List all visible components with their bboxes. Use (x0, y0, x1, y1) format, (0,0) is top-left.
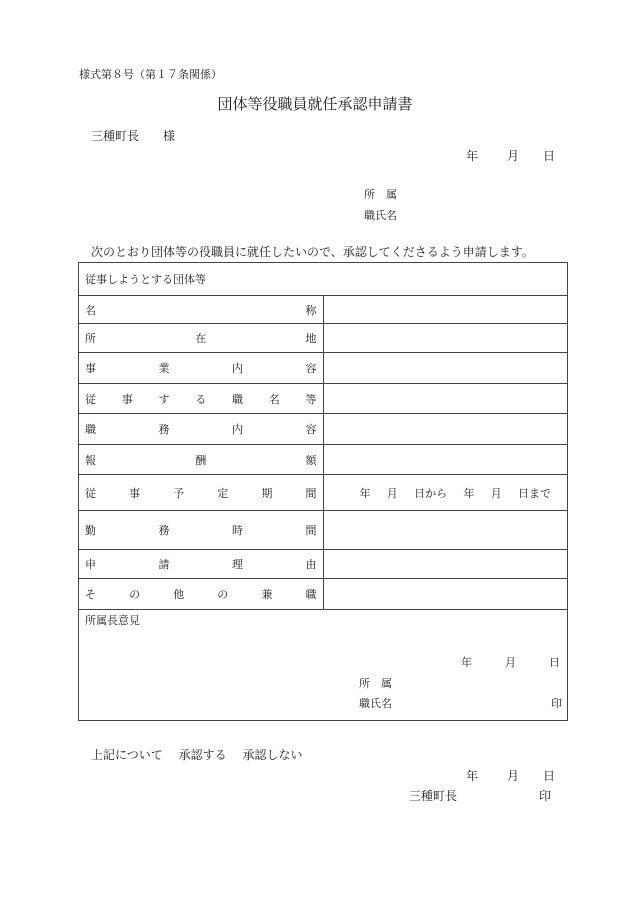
period-end-month: 月 (490, 486, 502, 500)
row-label-reason: 申 請 理 由 (79, 550, 324, 579)
approve-option[interactable]: 承認する (178, 748, 227, 762)
table-row (79, 296, 568, 324)
application-table (78, 262, 568, 721)
decision-text: 上記について (91, 748, 163, 762)
date-day: 日 (543, 769, 556, 783)
date-year: 年 (466, 769, 479, 783)
reject-option[interactable]: 承認しない (242, 748, 303, 762)
table-row (79, 550, 568, 579)
table-row (79, 414, 568, 445)
value-cell-name[interactable] (323, 296, 568, 324)
value-cell-period[interactable] (323, 475, 568, 511)
row-label-other: そ の 他 の 兼 職 (79, 579, 324, 610)
period-start-month: 月 (386, 486, 398, 500)
opinion-header: 所属長意見 (85, 614, 140, 627)
row-label-pay: 報 酬 額 (79, 445, 324, 475)
date-day: 日 (543, 149, 556, 163)
value-cell-position[interactable] (323, 384, 568, 414)
table-row (79, 610, 568, 721)
submission-date (466, 147, 555, 164)
applicant-affiliation-label: 所 属 (364, 188, 397, 201)
form-number: 様式第８号（第１７条関係） (79, 68, 222, 81)
value-cell-pay[interactable] (323, 445, 568, 475)
opinion-seal: 印 (551, 697, 562, 710)
value-cell-hours[interactable] (323, 511, 568, 550)
date-month: 月 (507, 769, 520, 783)
supervisor-opinion-cell[interactable] (79, 610, 568, 721)
section-header: 従事しようとする団体等 (79, 263, 568, 296)
intro-text: 次のとおり団体等の役職員に就任したいので、承認してくださるよう申請します。 (91, 245, 534, 259)
addressee: 三種町長 様 (91, 129, 176, 143)
opinion-affiliation-label: 所 属 (359, 677, 392, 690)
period-end-day: 日まで (517, 486, 551, 500)
mayor-seal: 印 (539, 789, 552, 803)
row-label-location: 所 在 地 (79, 324, 324, 353)
value-cell-location[interactable] (323, 324, 568, 353)
table-row (79, 384, 568, 414)
value-cell-other[interactable] (323, 579, 568, 610)
table-row (79, 579, 568, 610)
value-cell-reason[interactable] (323, 550, 568, 579)
opinion-name-label: 職氏名 (359, 697, 392, 710)
date-year: 年 (466, 149, 479, 163)
period-start-day: 日から (414, 486, 448, 500)
row-label-business: 事 業 内 容 (79, 353, 324, 384)
document-title: 団体等役職員就任承認申請書 (217, 95, 413, 113)
mayor-label: 三種町長 (409, 789, 458, 803)
row-label-name: 名 称 (79, 296, 324, 324)
period-start-year: 年 (359, 486, 371, 500)
table-row (79, 263, 568, 296)
table-row (79, 353, 568, 384)
period-end-year: 年 (463, 486, 475, 500)
decision-line (91, 746, 314, 763)
table-row (79, 475, 568, 511)
value-cell-duties[interactable] (323, 414, 568, 445)
opinion-date: 年 月 日 (461, 656, 560, 669)
table-row (79, 324, 568, 353)
row-label-position: 従 事 す る 職 名 等 (79, 384, 324, 414)
row-label-period: 従 事 予 定 期 間 (79, 475, 324, 511)
decision-date (466, 767, 555, 784)
date-month: 月 (507, 149, 520, 163)
row-label-duties: 職 務 内 容 (79, 414, 324, 445)
table-row (79, 445, 568, 475)
table-row (79, 511, 568, 550)
applicant-name-label: 職氏名 (364, 209, 397, 222)
value-cell-business[interactable] (323, 353, 568, 384)
row-label-hours: 勤 務 時 間 (79, 511, 324, 550)
